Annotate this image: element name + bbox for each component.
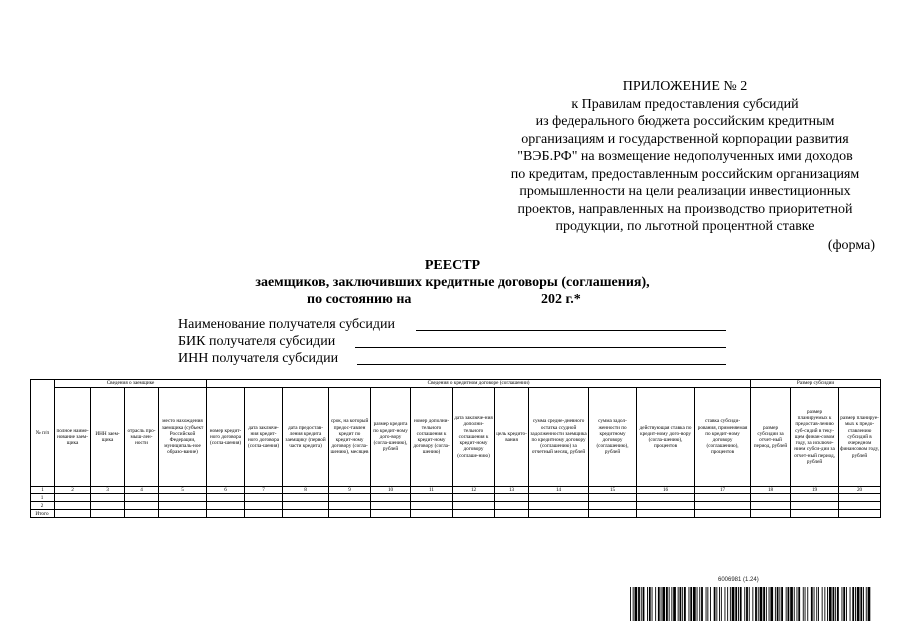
barcode-bar — [811, 587, 813, 621]
column-number: 4 — [125, 487, 159, 494]
header-cell: номер дополни-тельного соглашения к кредит-ному договору (согла-шению) — [411, 388, 453, 487]
header-cell: номер кредит-ного договора (согла-шения) — [207, 388, 245, 487]
barcode-bar — [855, 587, 856, 621]
column-number: 19 — [791, 487, 839, 494]
data-cell[interactable] — [637, 502, 695, 510]
data-cell[interactable] — [751, 502, 791, 510]
data-cell[interactable] — [207, 502, 245, 510]
title-date-prefix: по состоянию на — [307, 292, 412, 307]
data-cell[interactable] — [589, 510, 637, 518]
barcode-bar — [710, 587, 711, 621]
barcode-icon — [630, 587, 872, 621]
data-cell[interactable] — [695, 510, 751, 518]
data-cell[interactable] — [207, 494, 245, 502]
row-label: 2 — [31, 502, 55, 510]
data-cell[interactable] — [637, 494, 695, 502]
data-cell[interactable] — [751, 494, 791, 502]
barcode-bar — [763, 587, 765, 621]
barcode-bar — [730, 587, 731, 621]
recipient-bik-field — [178, 333, 395, 350]
barcode-bar — [775, 587, 776, 621]
header-cell: размер планируе-мых к предо-ставлению субсидий в очередном финансовом году, рублей — [839, 388, 881, 487]
column-number: 12 — [453, 487, 495, 494]
barcode-bar — [842, 587, 843, 621]
column-number: 7 — [245, 487, 283, 494]
appendix-line: продукции, по льготной процентной ставке — [555, 219, 815, 234]
header-cell: сумма средне-дневного остатка ссудной задолженности заемщика по кредитному договору (соглашению) за отчетный месяц, рублей — [529, 388, 589, 487]
barcode-bar — [641, 587, 642, 621]
barcode-bar — [655, 587, 656, 621]
barcode-bar — [678, 587, 679, 621]
appendix-line: организациям и государственной корпорации развития — [521, 131, 849, 147]
data-cell[interactable] — [453, 510, 495, 518]
barcode-bar — [835, 587, 836, 621]
header-cell: дата заключе-ния кредит-ного договора (согла-шения) — [245, 388, 283, 487]
header-cell: цель кредито-вания — [495, 388, 529, 487]
barcode-bar — [682, 587, 683, 621]
barcode-bar — [643, 587, 645, 621]
data-cell[interactable] — [411, 502, 453, 510]
barcode-bar — [690, 587, 692, 621]
column-number: 9 — [329, 487, 371, 494]
barcode-bar — [706, 587, 707, 621]
data-cell[interactable] — [411, 510, 453, 518]
data-cell[interactable] — [283, 510, 329, 518]
data-cell[interactable] — [159, 510, 207, 518]
barcode-bar — [755, 587, 757, 621]
column-number: 17 — [695, 487, 751, 494]
barcode-bar — [661, 587, 662, 621]
barcode-bar — [680, 587, 682, 621]
barcode-number: 6006981 (1.24) — [718, 577, 759, 583]
barcode-bar — [824, 587, 825, 621]
data-cell[interactable] — [207, 510, 245, 518]
title-subtitle: заемщиков, заключивших кредитные договоры (соглашения), — [255, 275, 650, 290]
column-number: 3 — [91, 487, 125, 494]
appendix-line: ПРИЛОЖЕНИЕ № 2 — [622, 79, 748, 94]
barcode-bar — [635, 587, 638, 621]
barcode-bar — [837, 587, 839, 621]
barcode-bar — [652, 587, 653, 621]
field-label: БИК получателя субсидии — [178, 334, 336, 349]
table-row — [31, 502, 881, 510]
barcode-bar — [805, 587, 806, 621]
fill-line[interactable] — [357, 364, 726, 365]
data-cell[interactable] — [453, 494, 495, 502]
data-cell[interactable] — [453, 502, 495, 510]
header-cell: дата заключе-ния дополни-тельного соглашения к кредит-ному договору (соглаше-нию) — [453, 388, 495, 487]
header-cell: сумма задол-женности по кредитному договору (соглашению), рублей — [589, 388, 637, 487]
barcode-bar — [822, 587, 823, 621]
form-label: (форма) — [827, 238, 875, 253]
barcode-bar — [658, 587, 660, 621]
data-cell[interactable] — [55, 502, 91, 510]
data-cell[interactable] — [125, 510, 159, 518]
data-cell[interactable] — [371, 502, 411, 510]
barcode-bar — [721, 587, 722, 621]
barcode-bar — [716, 587, 717, 621]
data-cell[interactable] — [839, 502, 881, 510]
barcode-bar — [649, 587, 651, 621]
data-cell[interactable] — [751, 510, 791, 518]
barcode-bar — [689, 587, 690, 621]
fill-line[interactable] — [416, 330, 726, 331]
data-cell[interactable] — [495, 494, 529, 502]
barcode-bar — [852, 587, 854, 621]
barcode-bar — [816, 587, 817, 621]
barcode-bar — [744, 587, 745, 621]
barcode-bar — [794, 587, 795, 621]
barcode-bar — [633, 587, 634, 621]
data-cell[interactable] — [125, 502, 159, 510]
appendix-line: "ВЭБ.РФ" на возмещение недополученных ими доходов — [517, 149, 853, 164]
data-cell[interactable] — [529, 510, 589, 518]
barcode-bar — [866, 587, 867, 621]
barcode-bar — [752, 587, 753, 621]
barcode-bar — [746, 587, 748, 621]
barcode-bar — [697, 587, 698, 621]
data-cell[interactable] — [839, 494, 881, 502]
title-main: РЕЕСТР — [424, 258, 481, 273]
column-number: 8 — [283, 487, 329, 494]
appendix-header — [470, 78, 900, 236]
data-cell[interactable] — [91, 510, 125, 518]
barcode-bar — [638, 587, 640, 621]
barcode-bar — [749, 587, 750, 621]
column-number: 16 — [637, 487, 695, 494]
barcode-bar — [833, 587, 835, 621]
barcode-bar — [846, 587, 847, 621]
header-cell: дата предостав-ления кредита заемщику (первой части кредита) — [283, 388, 329, 487]
barcode-bar — [779, 587, 780, 621]
header-cell: действующая ставка по кредит-ному дого-вору (согла-шению), процентов — [637, 388, 695, 487]
data-cell[interactable] — [695, 502, 751, 510]
barcode-bar — [699, 587, 700, 621]
data-cell[interactable] — [159, 502, 207, 510]
appendix-line: из федерального бюджета российским кредитным — [535, 114, 835, 129]
registry-table — [30, 379, 881, 518]
appendix-line: промышленности на цели реализации инвестиционных — [519, 184, 851, 199]
data-cell[interactable] — [695, 494, 751, 502]
barcode-bar — [769, 587, 770, 621]
barcode-bar — [797, 587, 798, 621]
column-number: 2 — [55, 487, 91, 494]
barcode-bar — [850, 587, 851, 621]
barcode-bar — [684, 587, 686, 621]
barcode-bar — [868, 587, 871, 621]
barcode-bar — [766, 587, 767, 621]
header-cell: место нахождения заемщика (субъект Российской Федерации, муниципаль-ное образо-вание) — [159, 388, 207, 487]
header-cell: размер планируемых к предостав-лению суб-сидий в теку-щем финан-совом году, за исключе-нием субси-дии за отчет-ный период, рублей — [791, 388, 839, 487]
barcode-bar — [732, 587, 735, 621]
column-number: 6 — [207, 487, 245, 494]
recipient-fields — [178, 316, 395, 367]
document-title — [0, 257, 905, 308]
column-number: 15 — [589, 487, 637, 494]
barcode-bar — [738, 587, 739, 621]
barcode-bar — [647, 587, 648, 621]
barcode-bar — [770, 587, 773, 621]
barcode-bar — [860, 587, 862, 621]
barcode-bar — [760, 587, 763, 621]
data-cell[interactable] — [159, 494, 207, 502]
barcode-bar — [669, 587, 670, 621]
column-number: 14 — [529, 487, 589, 494]
header-cell: срок, на который предос-тавлен кредит по кредит-ному договору (согла-шению), месяцев — [329, 388, 371, 487]
data-cell[interactable] — [329, 494, 371, 502]
fill-line[interactable] — [355, 347, 726, 348]
header-cell: ИНН заем-щика — [91, 388, 125, 487]
header-cell: полное наиме-нование заем-щика — [55, 388, 91, 487]
data-cell[interactable] — [91, 494, 125, 502]
header-cell: ставка субсиди-рования, применяемая по кредит-ному договору (соглашению), процентов — [695, 388, 751, 487]
data-cell[interactable] — [637, 510, 695, 518]
barcode-bar — [788, 587, 790, 621]
group-borrower: Сведения о заемщике — [55, 380, 207, 388]
title-date-year: 202 г.* — [541, 292, 581, 307]
row-label-total: Итого — [31, 510, 55, 518]
data-cell[interactable] — [245, 494, 283, 502]
recipient-inn-field — [178, 350, 395, 367]
barcode-bar — [829, 587, 832, 621]
group-subsidy: Размер субсидии — [751, 380, 881, 388]
barcode-bar — [857, 587, 860, 621]
column-number: 5 — [159, 487, 207, 494]
data-cell[interactable] — [91, 502, 125, 510]
barcode-bar — [727, 587, 728, 621]
data-cell[interactable] — [329, 510, 371, 518]
barcode-bar — [781, 587, 783, 621]
group-credit: Сведения о кредитном договоре (соглашении) — [207, 380, 751, 388]
data-cell[interactable] — [495, 510, 529, 518]
row-label: 1 — [31, 494, 55, 502]
barcode-bar — [777, 587, 779, 621]
barcode-bar — [662, 587, 665, 621]
data-cell[interactable] — [411, 494, 453, 502]
barcode-bar — [814, 587, 815, 621]
data-cell[interactable] — [371, 510, 411, 518]
field-label: Наименование получателя субсидии — [178, 317, 395, 332]
barcode-bar — [714, 587, 716, 621]
title-date-line — [0, 291, 905, 308]
header-cell: отрасль про-мыш-лен-ности — [125, 388, 159, 487]
header-num: № п/п — [31, 380, 55, 487]
column-number: 20 — [839, 487, 881, 494]
appendix-line: к Правилам предоставления субсидий — [571, 96, 799, 112]
barcode-bar — [807, 587, 808, 621]
table-row — [31, 494, 881, 502]
header-cell: размер кредита по кредит-ному дого-вору (согла-шению), рублей — [371, 388, 411, 487]
appendix-line: проектов, направленных на производство приоритетной — [517, 201, 853, 217]
barcode-bar — [843, 587, 845, 621]
data-cell[interactable] — [529, 502, 589, 510]
header-cell: размер субсидии за отчет-ный период, рублей — [751, 388, 791, 487]
table-row-total — [31, 510, 881, 518]
barcode-bar — [758, 587, 759, 621]
barcode-bar — [827, 587, 828, 621]
column-number: 11 — [411, 487, 453, 494]
data-cell[interactable] — [125, 494, 159, 502]
barcode-bar — [693, 587, 696, 621]
barcode-bar — [863, 587, 864, 621]
data-cell[interactable] — [589, 502, 637, 510]
recipient-name-field — [178, 316, 395, 333]
data-cell[interactable] — [55, 510, 91, 518]
barcode-bar — [786, 587, 787, 621]
data-cell[interactable] — [329, 502, 371, 510]
column-number: 13 — [495, 487, 529, 494]
barcode-bar — [803, 587, 804, 621]
column-number: 1 — [31, 487, 55, 494]
data-cell[interactable] — [55, 494, 91, 502]
barcode-bar — [725, 587, 726, 621]
data-cell[interactable] — [839, 510, 881, 518]
barcode-bar — [666, 587, 668, 621]
data-cell[interactable] — [283, 502, 329, 510]
barcode-bar — [818, 587, 819, 621]
data-cell[interactable] — [495, 502, 529, 510]
barcode-bar — [798, 587, 800, 621]
data-cell[interactable] — [791, 502, 839, 510]
barcode-bar — [719, 587, 720, 621]
barcode-bar — [671, 587, 672, 621]
appendix-line: по кредитам, предоставленным российским организациям — [510, 166, 860, 182]
barcode-bar — [630, 587, 631, 621]
barcode-bar — [673, 587, 676, 621]
data-cell[interactable] — [245, 510, 283, 518]
data-cell[interactable] — [791, 494, 839, 502]
field-label: ИНН получателя субсидии — [178, 351, 339, 366]
data-cell[interactable] — [371, 494, 411, 502]
data-cell[interactable] — [529, 494, 589, 502]
barcode-bar — [707, 587, 708, 621]
data-cell[interactable] — [245, 502, 283, 510]
column-number: 10 — [371, 487, 411, 494]
barcode-bar — [740, 587, 742, 621]
barcode-bar — [701, 587, 703, 621]
data-cell[interactable] — [791, 510, 839, 518]
data-cell[interactable] — [589, 494, 637, 502]
column-number: 18 — [751, 487, 791, 494]
barcode-bar — [735, 587, 737, 621]
barcode-bar — [790, 587, 793, 621]
data-cell[interactable] — [283, 494, 329, 502]
